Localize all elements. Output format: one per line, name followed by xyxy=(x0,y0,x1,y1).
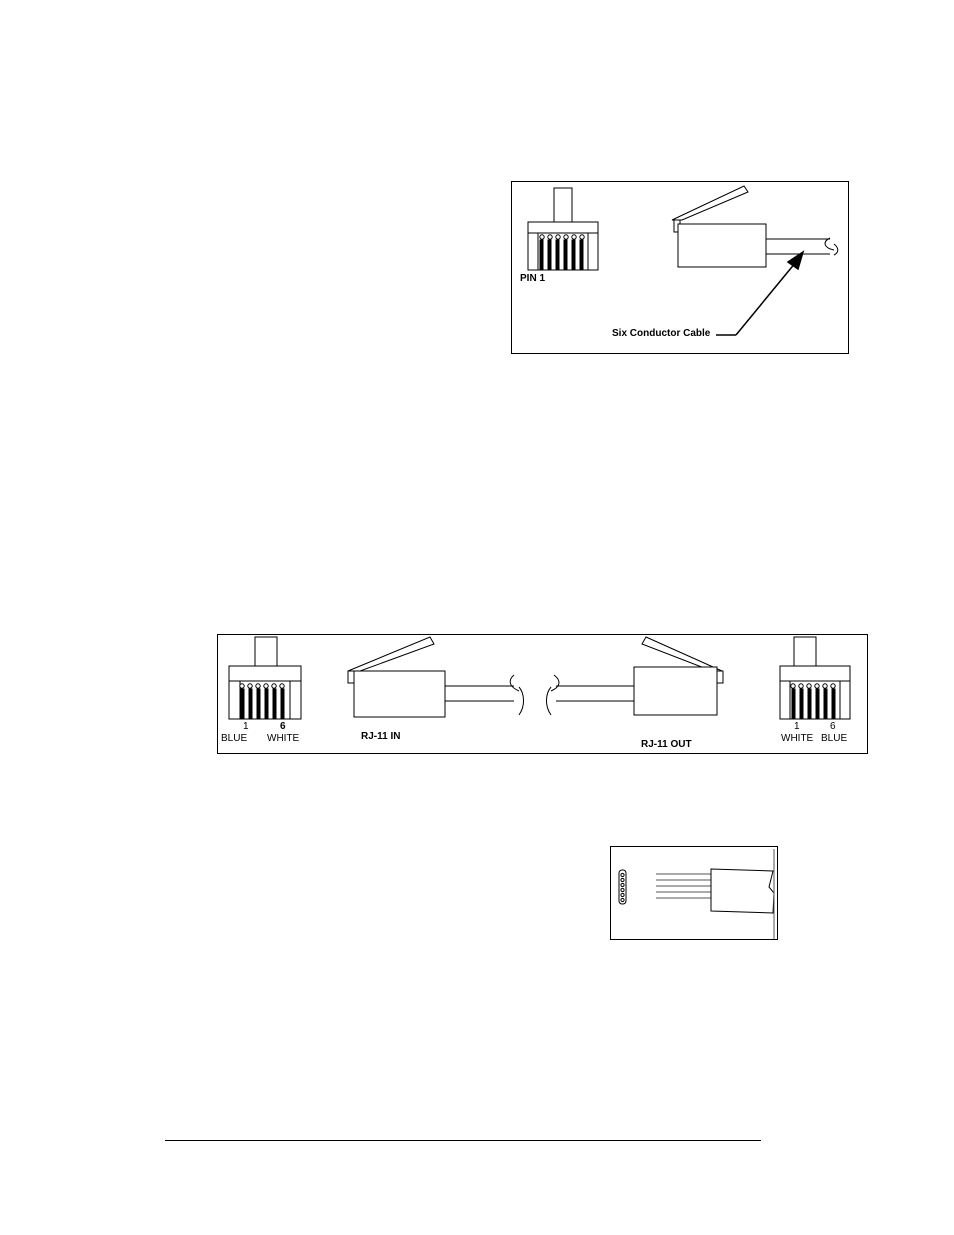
connector-front-view xyxy=(528,188,598,270)
jack-cable-jacket xyxy=(711,869,774,913)
rj11-cable-drawing xyxy=(218,635,869,755)
left-pin-last-number: 6 xyxy=(280,721,286,732)
rj11-in-label: RJ-11 IN xyxy=(361,731,401,742)
cable-label: Six Conductor Cable xyxy=(612,328,711,339)
rj11-plug-diagram xyxy=(511,181,849,354)
right-first-wire-color: WHITE xyxy=(781,733,814,744)
pin-1-label: PIN 1 xyxy=(520,273,546,284)
right-last-wire-color: BLUE xyxy=(821,733,848,744)
rj11-jack-wiring-diagram xyxy=(610,846,778,940)
right-plug-side-view xyxy=(546,637,723,715)
rj11-cable-diagram xyxy=(217,634,868,754)
left-last-wire-color: WHITE xyxy=(267,733,300,744)
left-first-wire-color: BLUE xyxy=(221,733,248,744)
right-pin-last-number: 6 xyxy=(830,721,836,732)
left-connector-front-view xyxy=(229,637,301,719)
connector-side-view xyxy=(672,186,838,267)
jack-conductor-wires xyxy=(656,874,711,898)
rj11-out-label: RJ-11 OUT xyxy=(641,739,692,750)
right-pin-first-number: 1 xyxy=(794,721,800,732)
left-plug-side-view xyxy=(348,637,524,717)
jack-contact-strip xyxy=(619,870,626,904)
footer-rule xyxy=(165,1140,761,1141)
right-connector-front-view xyxy=(780,637,850,719)
rj11-jack-drawing xyxy=(611,847,779,941)
left-pin-first-number: 1 xyxy=(243,721,249,732)
